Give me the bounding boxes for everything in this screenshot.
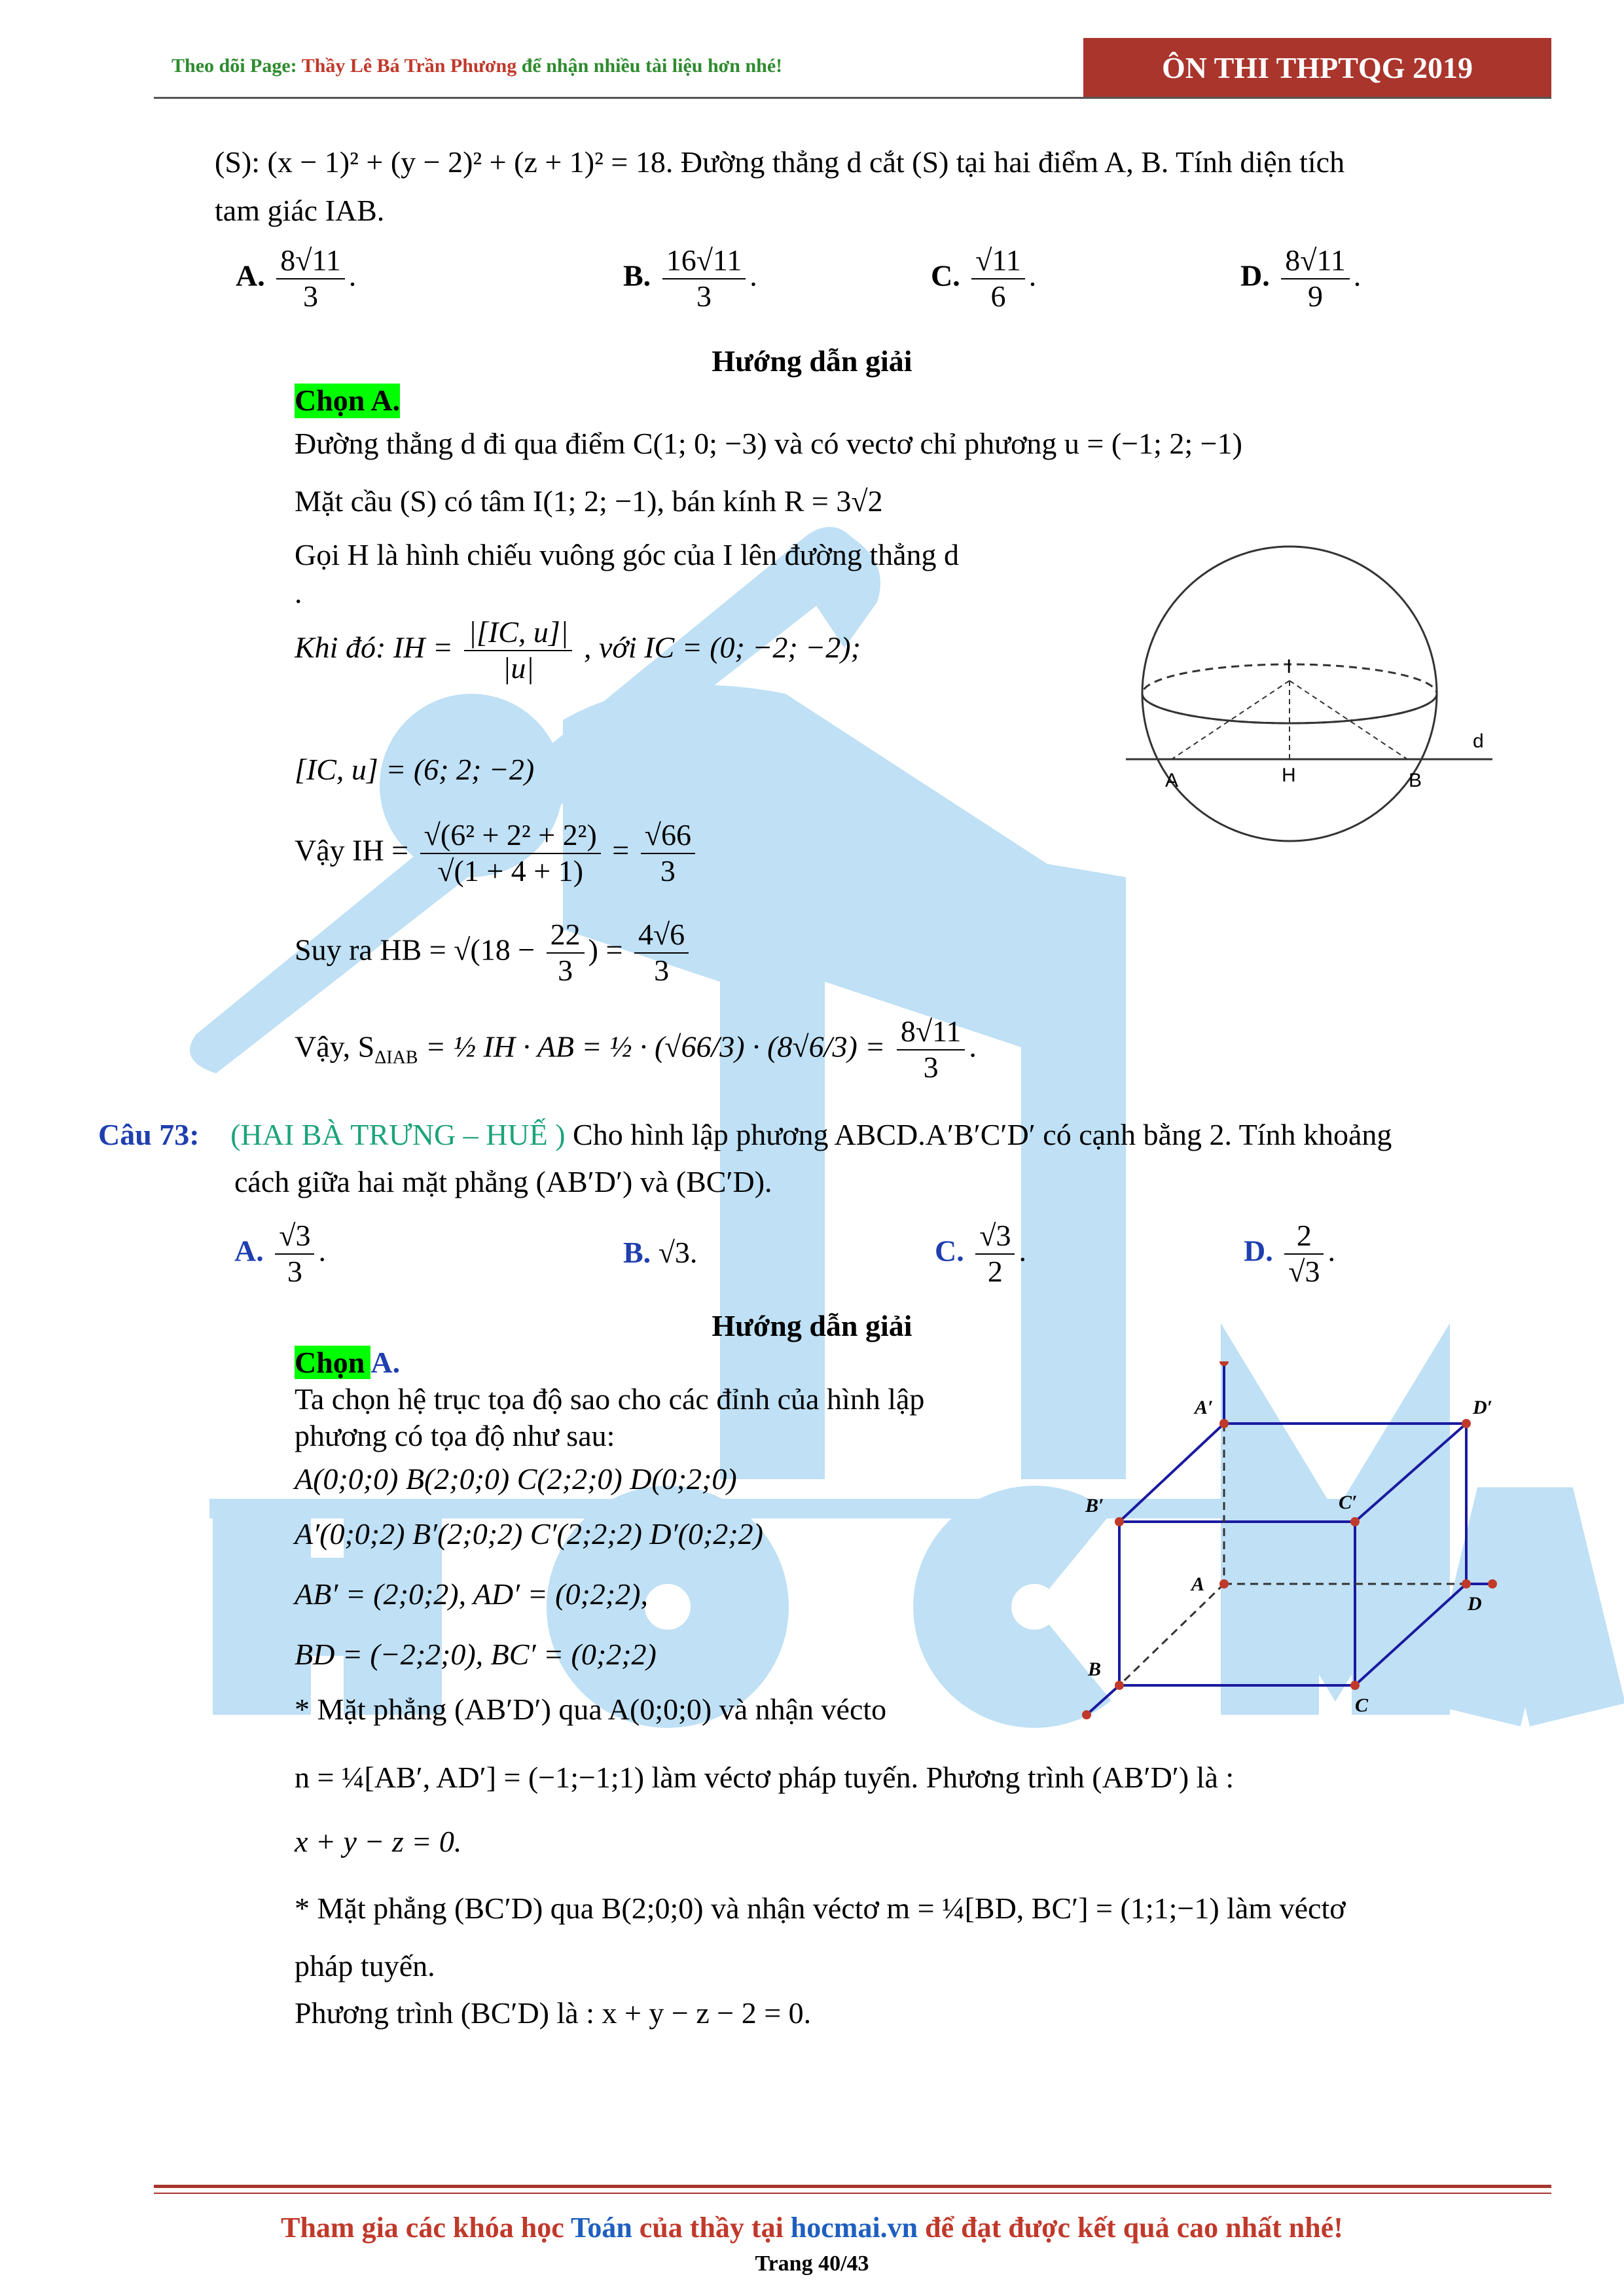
q73-option-a: A. $\frac{√3}{3}$ . — [234, 1219, 326, 1288]
q73-option-c: C. $\frac{√3}{2}$ . — [935, 1219, 1026, 1288]
option-fraction — [275, 1219, 314, 1289]
vertex-d — [1462, 1579, 1471, 1588]
suy-prefix: Suy ra HB = √(18 − — [295, 933, 535, 967]
q73-line: A(0;0;0) B(2;0;0) C(2;2;0) D(0;2;0) — [295, 1462, 737, 1496]
frac-den: 3 — [660, 853, 676, 888]
label-h: H — [1282, 764, 1296, 786]
option-label: D. — [1240, 259, 1270, 293]
edge-c1d1 — [1355, 1424, 1466, 1522]
q72-option-b: B. $\frac{16√11}{3}$ . — [623, 243, 757, 313]
vay-result — [641, 818, 695, 889]
frac-num: |[IC, u]| — [464, 615, 572, 651]
q72-ih-formula — [295, 615, 861, 686]
cube-outline — [1119, 1424, 1466, 1685]
q73-line: A′(0;0;2) B′(2;0;2) C′(2;2;2) D′(0;2;2) — [295, 1517, 763, 1551]
frac-num: 2 — [1284, 1219, 1324, 1255]
vertex-d1 — [1462, 1419, 1471, 1428]
label-a: A — [1191, 1573, 1205, 1595]
label-b1: B′ — [1085, 1495, 1104, 1516]
q73-source: (HAI BÀ TRƯNG – HUẾ ) — [230, 1118, 566, 1151]
footer-text: để đạt được kết quả cao nhất nhé! — [918, 2212, 1343, 2244]
axis-x-end — [1082, 1710, 1091, 1719]
label-d: D — [1468, 1593, 1482, 1615]
vertex-b1 — [1115, 1517, 1124, 1526]
sphere-figure — [1126, 543, 1519, 864]
vertex-b — [1115, 1681, 1124, 1690]
frac-num: √(6² + 2² + 2²) — [420, 818, 601, 854]
q72-hb-value — [295, 918, 693, 988]
header-follow-prefix: Theo dõi Page: — [171, 55, 302, 77]
frac-num: √11 — [971, 243, 1025, 279]
frac-den: 3 — [654, 953, 670, 987]
q73-stem-text: Cho hình lập phương ABCD.A′B′C′D′ có cạnh bằng 2. Tính khoảng — [565, 1118, 1392, 1151]
suy-mid: ) = — [588, 933, 623, 967]
option-label: C. — [935, 1234, 964, 1268]
area-prefix: Vậy, S — [295, 1030, 375, 1064]
option-label: B. — [623, 259, 651, 293]
ih-prefix: Khi đó: IH = — [295, 630, 453, 664]
frac-num: 8√11 — [897, 1014, 965, 1050]
label-d: d — [1473, 730, 1484, 752]
footer-promo — [0, 2211, 1624, 2244]
q73-line: pháp tuyến. — [295, 1949, 435, 1982]
option-label: D. — [1244, 1234, 1273, 1268]
frac-den: 3 — [287, 1254, 302, 1288]
q73-option-b — [623, 1236, 697, 1270]
label-c: C — [1355, 1695, 1369, 1716]
label-a1: A′ — [1195, 1397, 1214, 1418]
exam-badge: ÔN THI THPTQG 2019 — [1083, 38, 1551, 98]
vertex-a1 — [1219, 1419, 1229, 1428]
q72-option-a: A. $\frac{8√11}{3}$ . — [236, 243, 357, 313]
frac-num: √3 — [975, 1219, 1015, 1255]
q72-line: Mặt cầu (S) có tâm I(1; 2; −1), bán kính R = 3√2 — [295, 484, 883, 518]
frac-num: 8√11 — [1281, 243, 1350, 279]
edge-ab — [1119, 1584, 1224, 1685]
q73-label: Câu 73: — [98, 1118, 200, 1151]
option-fraction — [662, 243, 746, 314]
frac-den: √(1 + 4 + 1) — [437, 853, 584, 888]
option-label: A. — [234, 1234, 264, 1268]
q72-stem-line1: (S): (x − 1)² + (y − 2)² + (z + 1)² = 18. Đường thẳng d cắt (S) tại hai điểm A, B. Tính diện tích — [215, 145, 1345, 179]
label-d1: D′ — [1473, 1397, 1493, 1418]
q73-stem-line2: cách giữa hai mặt phẳng (AB′D′) và (BC′D). — [234, 1165, 772, 1198]
header-follow-text — [171, 55, 782, 78]
label-c1: C′ — [1339, 1492, 1358, 1513]
q72-option-d: D. $\frac{8√11}{9}$ . — [1240, 243, 1362, 313]
q72-line: Đường thẳng d đi qua điểm C(1; 0; −3) và có vectơ chỉ phương u = (−1; 2; −1) — [295, 427, 1242, 460]
q72-line: . — [295, 576, 302, 609]
area-fraction — [897, 1014, 965, 1085]
frac-den: 3 — [303, 279, 318, 313]
q73-line: Ta chọn hệ trục tọa độ sao cho các đỉnh của hình lập — [295, 1382, 925, 1416]
frac-den: 3 — [923, 1050, 939, 1084]
q73-line: * Mặt phẳng (AB′D′) qua A(0;0;0) và nhận vécto — [295, 1693, 887, 1726]
frac-den: 6 — [990, 279, 1006, 313]
q72-ih-value: Vậy IH = $\frac{\text{√(6² + 2² + 2²)}}{√(1 + 4 + 1)}$ = $\frac{√66}{3}$ — [295, 818, 699, 889]
answer-prefix: Chọn — [295, 1346, 371, 1379]
frac-num: 22 — [547, 918, 585, 954]
q72-answer-badge: Chọn A. — [295, 384, 401, 417]
q72-cross-product: [IC, u] = (6; 2; −2) — [295, 753, 535, 786]
axis-y-end — [1488, 1579, 1497, 1588]
frac-den: 3 — [558, 953, 573, 987]
answer-letter: A. — [370, 1346, 401, 1379]
q73-stem-line1 — [98, 1118, 1392, 1153]
q72-line: Gọi H là hình chiếu vuông góc của I lên đường thẳng d — [295, 538, 960, 571]
q73-line: * Mặt phẳng (BC′D) qua B(2;0;0) và nhận véctơ m = ¼[BD, BC′] = (1;1;−1) làm véctơ — [295, 1892, 1346, 1925]
option-label: A. — [236, 259, 265, 293]
vertex-c — [1350, 1681, 1360, 1690]
vertex-c1 — [1350, 1517, 1360, 1526]
label-b: B — [1088, 1659, 1102, 1680]
vay-fraction — [420, 818, 601, 889]
frac-den: 3 — [696, 279, 712, 313]
frac-den: |u| — [502, 651, 535, 685]
q72-area-result: Vậy, $S_{\Delta IAB}$ = ½ IH · AB = ½ · (√66/3) · (8√6/3) = $\frac{8√11}{3}$ . — [295, 1014, 977, 1084]
frac-num: 4√6 — [634, 918, 689, 954]
option-fraction — [975, 1219, 1015, 1289]
vertex-a — [1219, 1579, 1229, 1588]
header-divider — [154, 97, 1551, 99]
option-value: √3. — [658, 1236, 698, 1269]
q73-solution-title: Hướng dẫn giải — [712, 1309, 912, 1342]
label-b: B — [1409, 770, 1422, 791]
q72-stem-line2: tam giác IAB. — [215, 194, 385, 227]
header-page-name[interactable]: Thầy Lê Bá Trần Phương — [301, 55, 517, 77]
vay-prefix: Vậy IH = — [295, 833, 409, 867]
q72-solution-title: Hướng dẫn giải — [712, 344, 912, 378]
suy-result — [634, 918, 689, 988]
axis-z-end — [1219, 1361, 1229, 1366]
q73-line: BD = (−2;2;0), BC′ = (0;2;2) — [295, 1638, 657, 1671]
frac-num: 8√11 — [276, 243, 345, 279]
option-fraction — [1281, 243, 1350, 314]
frac-num: 16√11 — [662, 243, 746, 279]
option-fraction — [276, 243, 345, 314]
ih-suffix: , với IC = (0; −2; −2); — [583, 630, 861, 664]
area-subscript: ΔIAB — [374, 1047, 418, 1068]
q73-answer — [295, 1346, 400, 1380]
suy-fraction — [547, 918, 585, 988]
footer-divider — [154, 2185, 1551, 2188]
label-a: A — [1165, 770, 1179, 791]
q72-option-c: C. $\frac{√11}{6}$ . — [931, 243, 1037, 313]
cube-figure — [1060, 1361, 1532, 1728]
frac-den: 2 — [987, 1254, 1003, 1288]
area-expression: = ½ IH · AB = ½ · (√66/3) · (8√6/3) = — [425, 1030, 886, 1064]
frac-den: 9 — [1308, 279, 1323, 313]
footer-text: của thầy tại — [632, 2212, 791, 2244]
option-label: B. — [623, 1236, 651, 1269]
q73-option-d: D. $\frac{2}{√3}$ . — [1244, 1219, 1335, 1288]
footer-text: Tham gia các khóa học — [281, 2212, 571, 2244]
q73-line: AB′ = (2;0;2), AD′ = (0;2;2), — [295, 1577, 648, 1611]
axis-x — [1087, 1685, 1119, 1715]
q73-line: phương có tọa độ như sau: — [295, 1419, 615, 1452]
ih-fraction — [464, 615, 572, 686]
option-label: C. — [931, 259, 960, 293]
option-fraction — [1284, 1219, 1324, 1289]
header-follow-suffix: để nhận nhiều tài liệu hơn nhé! — [516, 55, 783, 77]
q73-line: Phương trình (BC′D) là : x + y − z − 2 = 0. — [295, 1996, 812, 2030]
label-i: I — [1286, 656, 1292, 677]
frac-num: √66 — [641, 818, 695, 854]
footer-link[interactable]: hocmai.vn — [790, 2212, 918, 2244]
frac-den: √3 — [1288, 1254, 1320, 1288]
frac-num: √3 — [275, 1219, 314, 1255]
q73-line: x + y − z = 0. — [295, 1825, 462, 1858]
page-number: Trang 40/43 — [755, 2251, 869, 2276]
footer-divider-thin — [154, 2193, 1551, 2194]
footer-subject: Toán — [571, 2212, 632, 2244]
option-fraction — [971, 243, 1025, 314]
q73-line: n = ¼[AB′, AD′] = (−1;−1;1) làm véctơ pháp tuyến. Phương trình (AB′D′) là : — [295, 1761, 1235, 1794]
